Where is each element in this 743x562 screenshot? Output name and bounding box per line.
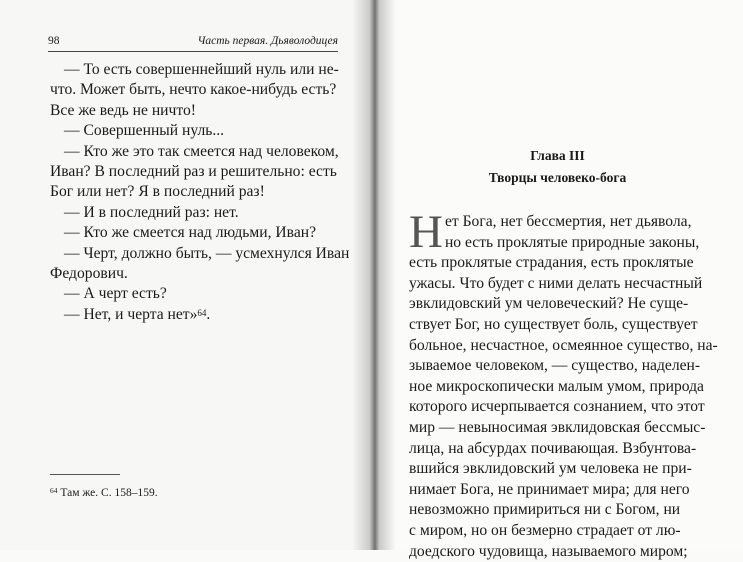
text-line: ужасы. Что будет с ними делать несчастный — [409, 274, 729, 295]
text-line: — Нет, и черта нет» — [64, 306, 197, 323]
chapter-title: Творцы человеко-бога — [372, 170, 743, 186]
footnote-text: Там же. С. 158–159. — [60, 487, 157, 499]
text-line: — Кто же смеется над людьми, Иван? — [50, 223, 342, 243]
text-line: эвклидовский ум человеческий? Не суще- — [409, 294, 729, 315]
text-line: мир — невыносимая эвклидовская бессмыс- — [409, 418, 729, 439]
page-number: 98 — [48, 35, 60, 47]
text-line: ное микроскопически малым умом, природа — [409, 377, 729, 398]
footnote — [50, 487, 158, 499]
text-line: — Черт, должно быть, — усмехнулся Иван — [50, 244, 342, 264]
line-suffix: . — [206, 306, 210, 323]
chapter-body-text — [409, 212, 729, 562]
text-line: — А черт есть? — [50, 284, 342, 304]
footnote-rule — [50, 474, 120, 475]
text-line: ствует Бог, но существует боль, существует — [409, 315, 729, 336]
text-line: ет Бога, нет бессмертия, нет дьявола, — [409, 212, 729, 233]
text-line: невозможно примириться ни с Богом, ни — [409, 500, 729, 521]
text-line: Все же ведь не ничто! — [50, 101, 342, 121]
text-line: Федорович. — [50, 264, 342, 284]
text-line: доедского чудовища, называемого миром; — [409, 542, 729, 562]
text-line: но есть проклятые природные законы, — [409, 233, 729, 254]
left-page — [0, 0, 372, 550]
text-line: Бог или нет? Я в последний раз! — [50, 182, 342, 202]
running-head-title: Часть первая. Дьяволодицея — [197, 35, 338, 47]
chapter-number: Глава III — [372, 148, 743, 164]
footnote-reference: 64 — [197, 308, 206, 318]
dialogue-text — [50, 60, 342, 325]
text-line: — И в последний раз: нет. — [50, 203, 342, 223]
running-header — [48, 35, 338, 52]
text-line: больное, несчастное, осмеянное существо, на- — [409, 336, 729, 357]
text-line: вшийся эвклидовский ум человека не при- — [409, 459, 729, 480]
drop-cap: Н — [409, 214, 443, 250]
text-line: зываемое человеком, — существо, наделен- — [409, 356, 729, 377]
text-line: нимает Бога, не принимает мира; для него — [409, 480, 729, 501]
right-page — [372, 0, 743, 550]
book-gutter-shadow — [352, 0, 396, 550]
text-line: Иван? В последний раз и решительно: есть — [50, 162, 342, 182]
text-line: которого исчерпывается сознанием, что этот — [409, 397, 729, 418]
text-line: — Совершенный нуль... — [50, 121, 342, 141]
text-line-last — [50, 305, 342, 325]
text-line: лица, на абсурдах почивающая. Взбунтова- — [409, 439, 729, 460]
text-line: — Кто же это так смеется над человеком, — [50, 142, 342, 162]
text-line: что. Может быть, нечто какое-нибудь есть? — [50, 80, 342, 100]
text-line: с миром, но он безмерно страдает от лю- — [409, 521, 729, 542]
text-line: — То есть совершеннейший нуль или не- — [50, 60, 342, 80]
text-line: есть проклятые страдания, есть проклятые — [409, 253, 729, 274]
footnote-mark: 64 — [50, 486, 58, 495]
